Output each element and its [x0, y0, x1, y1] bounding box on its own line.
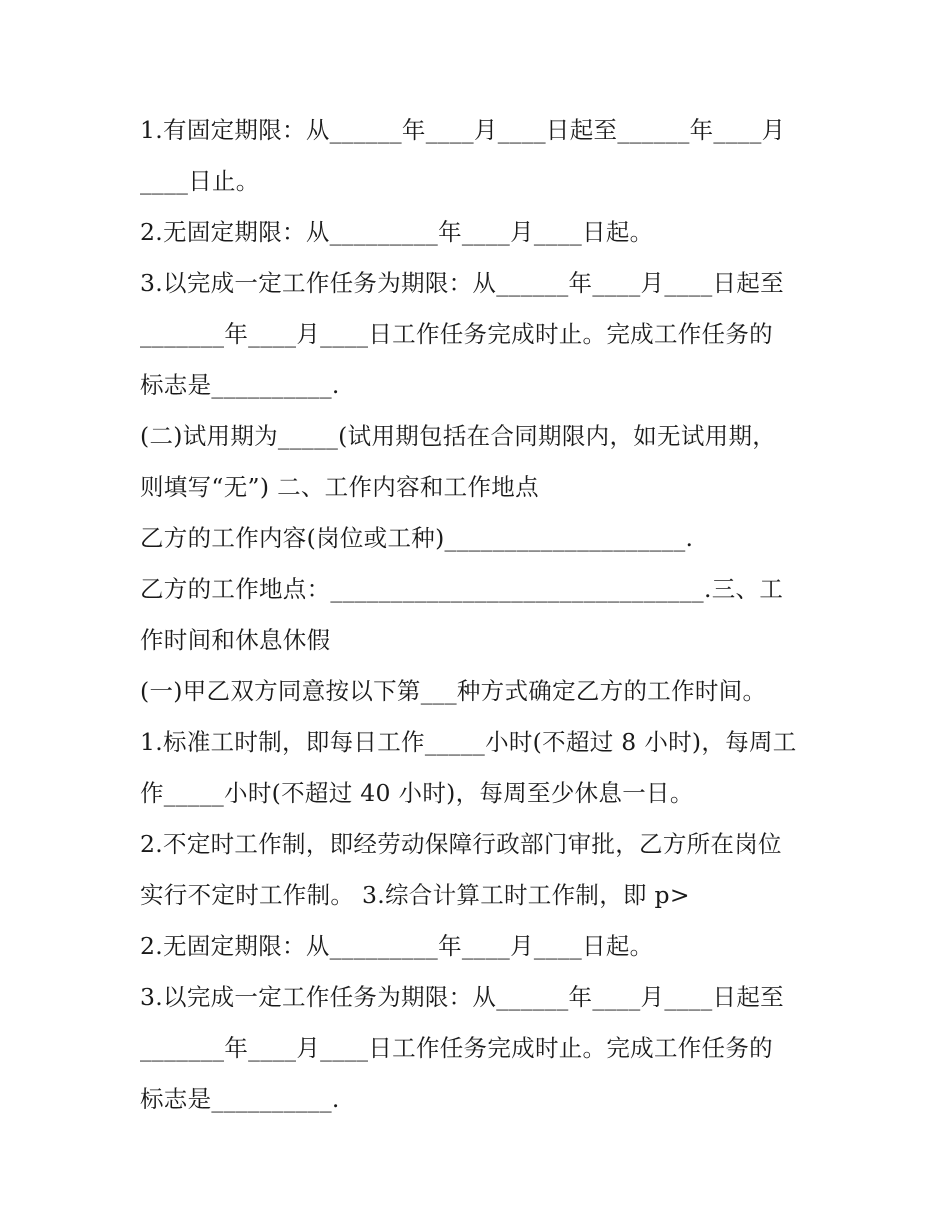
- text-line: 2.不定时工作制，即经劳动保障行政部门审批，乙方所在岗位: [140, 830, 782, 858]
- text-line: 作时间和休息休假: [140, 626, 331, 654]
- text-line: 1.有固定期限：从______年____月____日起至______年____月: [140, 116, 786, 144]
- text-line: 3.以完成一定工作任务为期限：从______年____月____日起至: [140, 983, 784, 1011]
- text-line: 乙方的工作地点：_______________________________.三、工: [140, 575, 784, 603]
- text-line: (一)甲乙双方同意按以下第___种方式确定乙方的工作时间。: [140, 677, 767, 705]
- text-line: (二)试用期为_____(试用期包括在合同期限内，如无试用期，: [140, 422, 777, 450]
- text-line: ____日止。: [140, 167, 260, 195]
- text-line: 1.标准工时制，即每日工作_____小时(不超过 8 小时)，每周工: [140, 728, 797, 756]
- text-line: 标志是__________.: [140, 1085, 340, 1113]
- text-line: _______年____月____日工作任务完成时止。完成工作任务的: [140, 320, 773, 348]
- text-line: 2.无固定期限：从_________年____月____日起。: [140, 932, 654, 960]
- text-line: 实行不定时工作制。 3.综合计算工时工作制，即 p>: [140, 881, 690, 909]
- text-line: 作_____小时(不超过 40 小时)，每周至少休息一日。: [140, 779, 694, 807]
- text-line: 2.无固定期限：从_________年____月____日起。: [140, 218, 654, 246]
- text-line: 标志是__________.: [140, 371, 340, 399]
- text-line: 乙方的工作内容(岗位或工种)____________________.: [140, 524, 694, 552]
- contract-text: [140, 105, 812, 1125]
- text-line: _______年____月____日工作任务完成时止。完成工作任务的: [140, 1034, 773, 1062]
- text-line: 则填写“无”) 二、工作内容和工作地点: [140, 473, 539, 501]
- text-line: 3.以完成一定工作任务为期限：从______年____月____日起至: [140, 269, 784, 297]
